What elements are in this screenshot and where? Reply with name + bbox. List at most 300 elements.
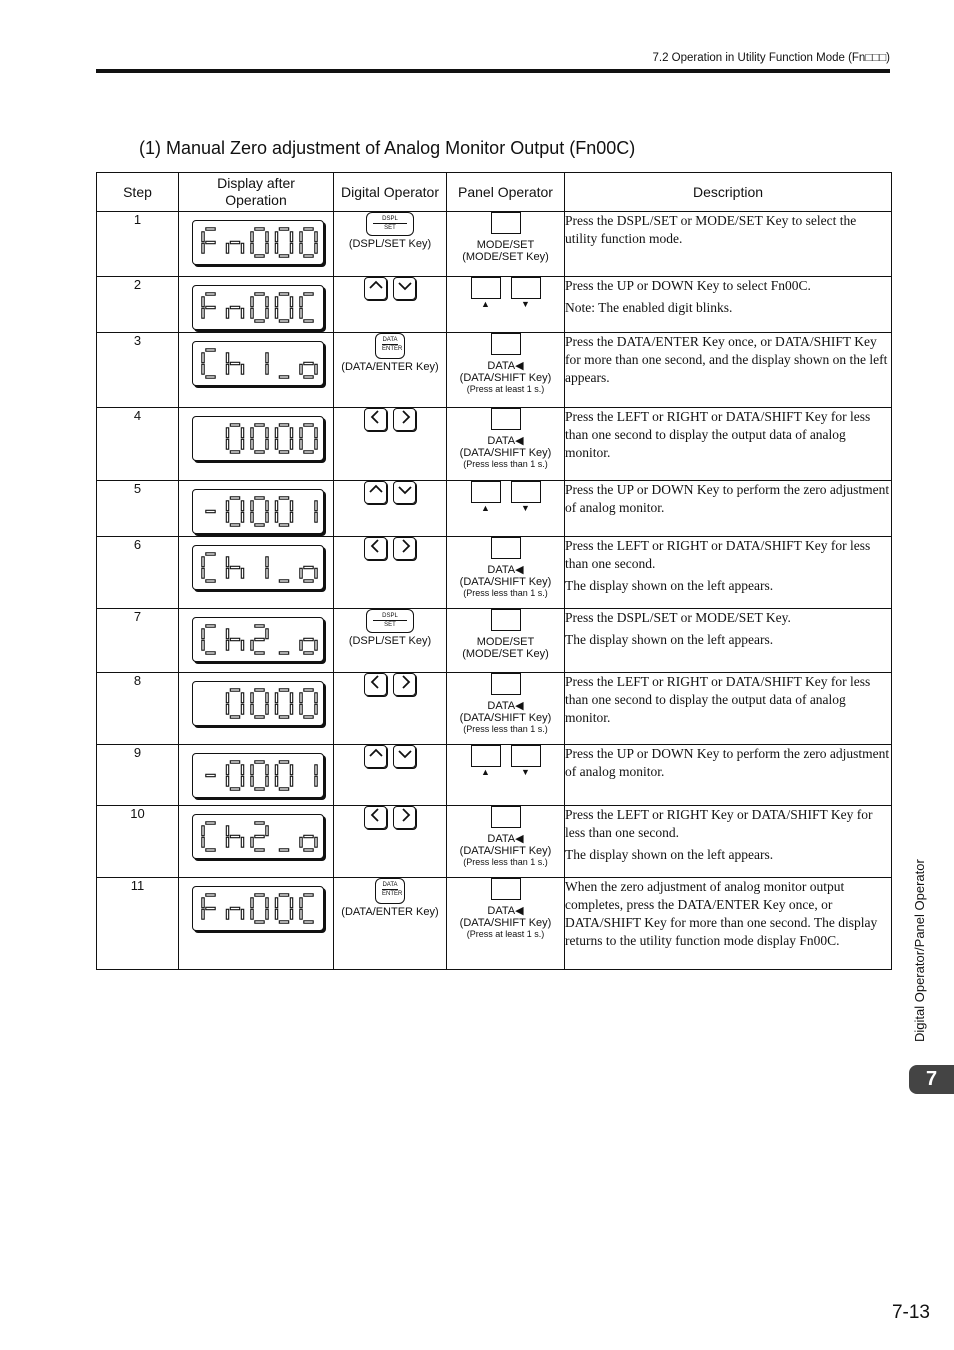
lcd-segment bbox=[226, 243, 228, 253]
triangle-left-icon: ◀ bbox=[515, 360, 524, 372]
mode-set-key[interactable] bbox=[491, 609, 521, 631]
lcd-segment bbox=[226, 439, 228, 449]
lcd-segment bbox=[275, 243, 277, 253]
lcd-segment bbox=[251, 232, 253, 242]
digital-operator-cell bbox=[334, 745, 447, 806]
chevron-up-icon bbox=[366, 276, 386, 301]
left-key[interactable] bbox=[364, 408, 387, 431]
description-text: Press the LEFT or RIGHT or DATA/SHIFT Key for less than one second. bbox=[565, 538, 871, 571]
chevron-up-icon bbox=[366, 480, 386, 505]
data-shift-key[interactable] bbox=[491, 408, 521, 430]
down-key[interactable] bbox=[393, 277, 416, 300]
lcd-segment bbox=[230, 689, 239, 691]
lcd-segment bbox=[202, 898, 204, 908]
description-text: Press the DATA/ENTER Key once, or DATA/SHIFT Key for more than one second, and the display shown on the left appears. bbox=[565, 334, 888, 385]
display-cell bbox=[179, 481, 334, 537]
lcd-segment bbox=[315, 776, 317, 786]
lcd-segment bbox=[226, 837, 228, 847]
panel-key-caption: (DATA/SHIFT Key) bbox=[459, 447, 552, 459]
lcd-segment bbox=[206, 293, 215, 295]
display-cell bbox=[179, 673, 334, 745]
lcd-segment bbox=[230, 638, 239, 640]
lcd-segment bbox=[206, 553, 215, 555]
lcd-segment bbox=[241, 308, 243, 318]
lcd-display bbox=[192, 341, 324, 386]
header-step: Step bbox=[97, 173, 179, 212]
lcd-segment bbox=[315, 512, 317, 522]
lcd-segment bbox=[300, 704, 302, 714]
lcd-segment bbox=[255, 638, 264, 640]
lcd-segment bbox=[226, 704, 228, 714]
step-number: 9 bbox=[97, 745, 179, 806]
panel-down-key-group bbox=[511, 745, 541, 777]
right-key[interactable] bbox=[393, 537, 416, 560]
lcd-segment bbox=[290, 704, 292, 714]
lcd-segment bbox=[226, 512, 228, 522]
lcd-segment bbox=[275, 909, 277, 919]
lcd-segment bbox=[251, 243, 253, 253]
header-rule bbox=[96, 69, 890, 73]
press-duration-note: (Press less than 1 s.) bbox=[463, 588, 548, 598]
press-duration-note: (Press at least 1 s.) bbox=[466, 384, 545, 394]
table-row bbox=[97, 212, 892, 277]
step-number: 10 bbox=[97, 806, 179, 878]
lcd-segment bbox=[241, 243, 243, 253]
description-text: Press the LEFT or RIGHT Key or DATA/SHIFT Key for less than one second. bbox=[565, 807, 873, 840]
description-text: Note: The enabled digit blinks. bbox=[565, 300, 733, 315]
right-key[interactable] bbox=[393, 673, 416, 696]
description-text: Press the DSPL/SET or MODE/SET Key to select the utility function mode. bbox=[565, 213, 857, 246]
press-duration-note: (Press less than 1 s.) bbox=[463, 459, 548, 469]
lcd-segment bbox=[304, 849, 313, 851]
display-cell bbox=[179, 806, 334, 878]
description-cell bbox=[565, 212, 892, 277]
lcd-segment bbox=[279, 652, 288, 654]
panel-key-name: DATA bbox=[487, 700, 516, 712]
panel-key-name: DATA bbox=[487, 564, 516, 576]
lcd-segment bbox=[255, 293, 264, 295]
lcd-segment bbox=[290, 232, 292, 242]
lcd-segment bbox=[266, 353, 268, 363]
procedure-table bbox=[96, 172, 892, 970]
running-header: 7.2 Operation in Utility Function Mode (Fn□□□) bbox=[652, 52, 890, 64]
dspl-set-key[interactable] bbox=[366, 212, 414, 236]
step-number: 3 bbox=[97, 333, 179, 408]
lcd-display bbox=[192, 753, 324, 798]
step-number: 7 bbox=[97, 609, 179, 673]
lcd-segment bbox=[241, 501, 243, 511]
step-number: 8 bbox=[97, 673, 179, 745]
panel-down-key[interactable] bbox=[511, 277, 541, 299]
lcd-segment bbox=[241, 428, 243, 438]
lcd-segment bbox=[251, 837, 253, 847]
lcd-segment bbox=[206, 849, 215, 851]
lcd-segment bbox=[255, 524, 264, 526]
triangle-left-icon: ◀ bbox=[515, 564, 524, 576]
panel-up-key-group bbox=[471, 277, 501, 309]
description-cell bbox=[565, 745, 892, 806]
panel-up-key[interactable] bbox=[471, 745, 501, 767]
lcd-segment bbox=[275, 428, 277, 438]
lcd-segment bbox=[266, 704, 268, 714]
lcd-segment bbox=[226, 776, 228, 786]
lcd-segment bbox=[255, 761, 264, 763]
up-down-keys bbox=[364, 277, 416, 300]
lcd-segment bbox=[275, 297, 277, 307]
lcd-segment bbox=[290, 693, 292, 703]
triangle-up-icon: ▲ bbox=[481, 299, 490, 309]
panel-down-key[interactable] bbox=[511, 745, 541, 767]
lcd-segment bbox=[279, 497, 288, 499]
data-shift-key[interactable] bbox=[491, 806, 521, 828]
display-cell bbox=[179, 408, 334, 481]
panel-operator-cell bbox=[447, 673, 565, 745]
key-top-label: DATA bbox=[382, 337, 398, 343]
lcd-segment bbox=[230, 362, 239, 364]
description-cell bbox=[565, 537, 892, 609]
lcd-segment bbox=[275, 308, 277, 318]
table-row bbox=[97, 277, 892, 333]
lcd-segment bbox=[300, 439, 302, 449]
lcd-segment bbox=[251, 909, 253, 919]
lcd-segment bbox=[279, 524, 288, 526]
data-shift-key[interactable] bbox=[491, 878, 521, 900]
lcd-segment bbox=[315, 765, 317, 775]
up-key[interactable] bbox=[364, 745, 387, 768]
lcd-segment bbox=[300, 568, 302, 578]
lcd-segment bbox=[315, 837, 317, 847]
lcd-segment bbox=[304, 362, 313, 364]
lcd-segment bbox=[300, 297, 302, 307]
panel-up-key[interactable] bbox=[471, 277, 501, 299]
lcd-segment bbox=[266, 629, 268, 639]
panel-key-label bbox=[447, 833, 564, 845]
lcd-segment bbox=[206, 625, 215, 627]
display-cell bbox=[179, 333, 334, 408]
data-shift-key[interactable] bbox=[491, 333, 521, 355]
lcd-segment bbox=[226, 428, 228, 438]
lcd-segment bbox=[266, 776, 268, 786]
lcd-segment bbox=[230, 524, 239, 526]
panel-operator-cell bbox=[447, 212, 565, 277]
lcd-segment bbox=[230, 716, 239, 718]
lcd-segment bbox=[241, 568, 243, 578]
panel-operator-cell bbox=[447, 277, 565, 333]
dspl-set-key[interactable] bbox=[366, 609, 414, 633]
lcd-segment bbox=[230, 497, 239, 499]
panel-key-name: MODE/SET bbox=[476, 239, 535, 251]
lcd-segment bbox=[279, 716, 288, 718]
up-key[interactable] bbox=[364, 277, 387, 300]
lcd-segment bbox=[251, 501, 253, 511]
panel-key-label bbox=[447, 239, 564, 251]
key-caption: (DATA/ENTER Key) bbox=[341, 906, 439, 918]
lcd-segment bbox=[230, 788, 239, 790]
data-shift-key[interactable] bbox=[491, 673, 521, 695]
panel-operator-cell bbox=[447, 609, 565, 673]
triangle-down-icon: ▼ bbox=[521, 503, 530, 513]
lcd-segment bbox=[230, 306, 239, 308]
panel-operator-cell bbox=[447, 537, 565, 609]
down-key[interactable] bbox=[393, 481, 416, 504]
lcd-segment bbox=[279, 580, 288, 582]
up-key[interactable] bbox=[364, 481, 387, 504]
chevron-right-icon bbox=[395, 407, 415, 432]
lcd-segment bbox=[279, 293, 288, 295]
description-text: Press the UP or DOWN Key to perform the zero adjustment of analog monitor. bbox=[565, 482, 890, 515]
digital-operator-cell bbox=[334, 212, 447, 277]
description-text: The display shown on the left appears. bbox=[565, 578, 774, 593]
panel-operator-cell bbox=[447, 878, 565, 970]
lcd-segment bbox=[304, 835, 313, 837]
lcd-segment bbox=[226, 353, 228, 363]
header-panel-operator: Panel Operator bbox=[447, 173, 565, 212]
key-bottom-label: SET bbox=[373, 223, 407, 232]
chevron-down-icon bbox=[395, 744, 415, 769]
triangle-down-icon: ▼ bbox=[521, 299, 530, 309]
lcd-segment bbox=[226, 826, 228, 836]
lcd-segment bbox=[275, 765, 277, 775]
page-number: 7-13 bbox=[891, 1302, 930, 1323]
panel-operator-cell bbox=[447, 333, 565, 408]
description-cell bbox=[565, 333, 892, 408]
key-top-label: DSPL bbox=[382, 216, 398, 222]
lcd-segment bbox=[241, 512, 243, 522]
triangle-left-icon: ◀ bbox=[515, 435, 524, 447]
lcd-segment bbox=[266, 898, 268, 908]
lcd-segment bbox=[226, 909, 228, 919]
panel-down-key-group bbox=[511, 277, 541, 309]
step-number: 1 bbox=[97, 212, 179, 277]
lcd-segment bbox=[266, 243, 268, 253]
description-text: When the zero adjustment of analog monitor output completes, press the DATA/ENTER Key once, or DATA/SHIFT Key for more than one second. The display returns to the utility function mode display Fn00C. bbox=[565, 879, 878, 948]
table-row bbox=[97, 878, 892, 970]
data-enter-key[interactable] bbox=[375, 333, 405, 359]
display-cell bbox=[179, 212, 334, 277]
lcd-segment bbox=[290, 297, 292, 307]
panel-key-label bbox=[447, 636, 564, 648]
table-row bbox=[97, 481, 892, 537]
right-key[interactable] bbox=[393, 806, 416, 829]
lcd-segment bbox=[255, 894, 264, 896]
lcd-segment bbox=[206, 228, 215, 230]
description-text: Press the LEFT or RIGHT or DATA/SHIFT Key for less than one second to display the output data of analog monitor. bbox=[565, 409, 871, 460]
lcd-segment bbox=[304, 424, 313, 426]
lcd-segment bbox=[202, 909, 204, 919]
lcd-segment bbox=[255, 320, 264, 322]
panel-key-caption: (DATA/SHIFT Key) bbox=[459, 372, 552, 384]
lcd-segment bbox=[241, 693, 243, 703]
lcd-segment bbox=[279, 228, 288, 230]
chevron-right-icon bbox=[395, 536, 415, 561]
lcd-segment bbox=[202, 826, 204, 836]
lcd-segment bbox=[206, 510, 215, 512]
lcd-segment bbox=[226, 629, 228, 639]
lcd-segment bbox=[279, 376, 288, 378]
description-text: The display shown on the left appears. bbox=[565, 847, 774, 862]
lcd-segment bbox=[202, 308, 204, 318]
lcd-segment bbox=[315, 439, 317, 449]
lcd-segment bbox=[304, 228, 313, 230]
up-down-keys bbox=[364, 745, 416, 768]
lcd-segment bbox=[275, 898, 277, 908]
lcd-segment bbox=[230, 566, 239, 568]
step-number: 5 bbox=[97, 481, 179, 537]
lcd-segment bbox=[315, 693, 317, 703]
description-cell bbox=[565, 609, 892, 673]
panel-up-key-group bbox=[471, 481, 501, 513]
press-duration-note: (Press at least 1 s.) bbox=[466, 929, 545, 939]
mode-set-key[interactable] bbox=[491, 212, 521, 234]
description-text: Press the UP or DOWN Key to select Fn00C. bbox=[565, 278, 811, 293]
lcd-segment bbox=[241, 640, 243, 650]
display-cell bbox=[179, 277, 334, 333]
panel-up-down-keys bbox=[471, 481, 541, 513]
lcd-segment bbox=[230, 835, 239, 837]
lcd-segment bbox=[255, 228, 264, 230]
lcd-segment bbox=[206, 907, 215, 909]
panel-key-caption: (MODE/SET Key) bbox=[462, 648, 549, 660]
description-cell bbox=[565, 878, 892, 970]
lcd-segment bbox=[266, 308, 268, 318]
left-key[interactable] bbox=[364, 806, 387, 829]
triangle-up-icon: ▲ bbox=[481, 767, 490, 777]
lcd-segment bbox=[251, 765, 253, 775]
description-text: Press the DSPL/SET or MODE/SET Key. bbox=[565, 610, 791, 625]
lcd-segment bbox=[304, 376, 313, 378]
lcd-segment bbox=[266, 826, 268, 836]
panel-operator-cell bbox=[447, 481, 565, 537]
lcd-segment bbox=[206, 349, 215, 351]
lcd-segment bbox=[202, 557, 204, 567]
section-title: (1) Manual Zero adjustment of Analog Monitor Output (Fn00C) bbox=[139, 138, 636, 158]
lcd-segment bbox=[255, 625, 264, 627]
lcd-segment bbox=[255, 424, 264, 426]
chevron-up-icon bbox=[366, 744, 386, 769]
lcd-segment bbox=[206, 306, 215, 308]
triangle-up-icon: ▲ bbox=[481, 503, 490, 513]
lcd-segment bbox=[226, 640, 228, 650]
display-cell bbox=[179, 745, 334, 806]
step-number: 11 bbox=[97, 878, 179, 970]
lcd-segment bbox=[241, 364, 243, 374]
table-row bbox=[97, 333, 892, 408]
lcd-segment bbox=[255, 689, 264, 691]
lcd-segment bbox=[300, 693, 302, 703]
data-shift-key[interactable] bbox=[491, 537, 521, 559]
description-text: Press the LEFT or RIGHT or DATA/SHIFT Key for less than one second to display the output data of analog monitor. bbox=[565, 674, 871, 725]
lcd-segment bbox=[266, 557, 268, 567]
digital-operator-cell bbox=[334, 481, 447, 537]
lcd-segment bbox=[315, 428, 317, 438]
lcd-segment bbox=[266, 232, 268, 242]
lcd-segment bbox=[255, 255, 264, 257]
digital-operator-cell bbox=[334, 333, 447, 408]
key-top-label: DATA bbox=[382, 882, 398, 888]
lcd-segment bbox=[304, 921, 313, 923]
lcd-display bbox=[192, 886, 324, 931]
lcd-segment bbox=[255, 835, 264, 837]
lcd-segment bbox=[304, 255, 313, 257]
lcd-segment bbox=[300, 364, 302, 374]
step-number: 2 bbox=[97, 277, 179, 333]
panel-up-key[interactable] bbox=[471, 481, 501, 503]
lcd-segment bbox=[304, 638, 313, 640]
lcd-segment bbox=[251, 308, 253, 318]
lcd-segment bbox=[279, 788, 288, 790]
lcd-segment bbox=[206, 652, 215, 654]
key-caption: (DSPL/SET Key) bbox=[348, 635, 432, 647]
panel-down-key[interactable] bbox=[511, 481, 541, 503]
lcd-segment bbox=[279, 761, 288, 763]
lcd-segment bbox=[202, 353, 204, 363]
lcd-segment bbox=[266, 765, 268, 775]
triangle-down-icon: ▼ bbox=[521, 767, 530, 777]
lcd-segment bbox=[230, 761, 239, 763]
lcd-segment bbox=[226, 557, 228, 567]
panel-key-label bbox=[447, 360, 564, 372]
lcd-segment bbox=[241, 439, 243, 449]
lcd-segment bbox=[251, 693, 253, 703]
lcd-segment bbox=[279, 689, 288, 691]
lcd-display bbox=[192, 617, 324, 662]
lcd-segment bbox=[290, 308, 292, 318]
lcd-segment bbox=[255, 822, 264, 824]
panel-operator-cell bbox=[447, 408, 565, 481]
panel-key-name: DATA bbox=[487, 905, 516, 917]
lcd-segment bbox=[315, 501, 317, 511]
description-cell bbox=[565, 806, 892, 878]
panel-key-caption: (DATA/SHIFT Key) bbox=[459, 845, 552, 857]
panel-key-name: DATA bbox=[487, 833, 516, 845]
lcd-segment bbox=[304, 320, 313, 322]
lcd-segment bbox=[290, 765, 292, 775]
data-enter-key[interactable] bbox=[375, 878, 405, 904]
table-row bbox=[97, 609, 892, 673]
lcd-segment bbox=[202, 232, 204, 242]
chapter-side-title: Digital Operator/Panel Operator bbox=[912, 859, 927, 1042]
right-key[interactable] bbox=[393, 408, 416, 431]
lcd-segment bbox=[255, 788, 264, 790]
lcd-segment bbox=[304, 566, 313, 568]
down-key[interactable] bbox=[393, 745, 416, 768]
left-right-keys bbox=[364, 408, 416, 431]
lcd-segment bbox=[266, 297, 268, 307]
panel-down-key-group bbox=[511, 481, 541, 513]
panel-key-label bbox=[447, 905, 564, 917]
lcd-segment bbox=[206, 774, 215, 776]
lcd-segment bbox=[202, 640, 204, 650]
digital-operator-cell bbox=[334, 878, 447, 970]
lcd-segment bbox=[226, 568, 228, 578]
lcd-segment bbox=[290, 776, 292, 786]
digital-operator-cell bbox=[334, 408, 447, 481]
up-down-keys bbox=[364, 481, 416, 504]
lcd-segment bbox=[226, 693, 228, 703]
lcd-segment bbox=[275, 693, 277, 703]
key-top-label: DSPL bbox=[382, 613, 398, 619]
left-key[interactable] bbox=[364, 673, 387, 696]
lcd-segment bbox=[304, 293, 313, 295]
lcd-segment bbox=[266, 909, 268, 919]
lcd-segment bbox=[290, 243, 292, 253]
chevron-down-icon bbox=[395, 276, 415, 301]
left-key[interactable] bbox=[364, 537, 387, 560]
chevron-right-icon bbox=[395, 672, 415, 697]
lcd-segment bbox=[255, 497, 264, 499]
lcd-segment bbox=[202, 297, 204, 307]
lcd-segment bbox=[266, 439, 268, 449]
